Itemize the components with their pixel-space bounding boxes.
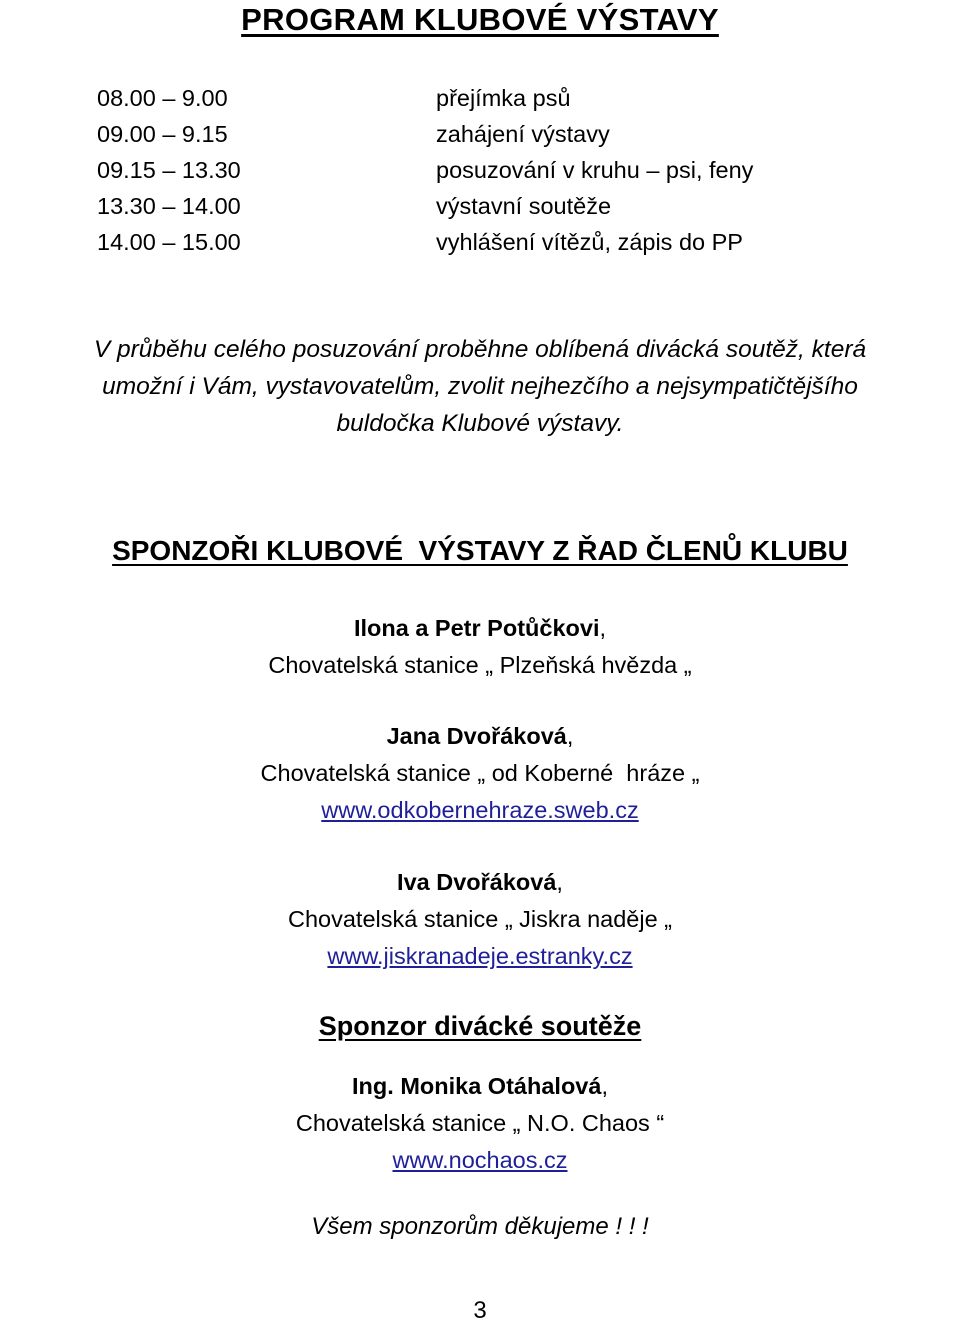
sponsor-name: Ing. Monika Otáhalová [352, 1073, 602, 1099]
sponsor-name-line [0, 864, 960, 901]
schedule-time: 08.00 – 9.00 [97, 85, 228, 111]
schedule-activity: vyhlášení vítězů, zápis do PP [436, 229, 743, 255]
schedule-activity: výstavní soutěže [436, 193, 612, 219]
sponsor-name-line [0, 1068, 960, 1105]
sponsor-station: Chovatelská stanice „ Jiskra naděje „ [287, 906, 672, 932]
intro-paragraph [0, 331, 960, 442]
schedule-time: 09.15 – 13.30 [97, 157, 241, 183]
sponsor-name-line [0, 718, 960, 755]
schedule-activity: přejímka psů [436, 85, 571, 111]
schedule-time: 13.30 – 14.00 [97, 193, 241, 219]
page-title: PROGRAM KLUBOVÉ VÝSTAVY [241, 2, 719, 37]
thanks-note: Všem sponzorům děkujeme ! ! ! [311, 1213, 649, 1240]
sponsor-station: Chovatelská stanice „ od Koberné hráze „ [260, 760, 700, 786]
sponsor-name-suffix: , [556, 869, 563, 895]
schedule-activity: posuzování v kruhu – psi, feny [436, 157, 754, 183]
sponsor-block [0, 864, 960, 975]
sponsor-website-link[interactable]: www.jiskranadeje.estranky.cz [327, 943, 633, 969]
sponsor-name: Ilona a Petr Potůčkovi [353, 615, 600, 641]
sponsor-website-link[interactable]: www.odkobernehraze.sweb.cz [321, 797, 639, 823]
spectator-contest-heading: Sponzor divácké soutěže [318, 1011, 642, 1041]
spectator-sponsor-block [0, 1068, 960, 1179]
sponsors-heading: SPONZOŘI KLUBOVÉ VÝSTAVY Z ŘAD ČLENŮ KLUBU [112, 535, 848, 566]
sponsor-name-suffix: , [601, 1073, 608, 1099]
sponsor-name: Iva Dvořáková [397, 869, 557, 895]
sponsor-station: Chovatelská stanice „ Plzeňská hvězda „ [268, 652, 692, 678]
sponsor-block [0, 718, 960, 829]
sponsor-name-suffix: , [566, 723, 574, 749]
intro-line: umožní i Vám, vystavovatelům, zvolit nejhezčího a nejsympatičtějšího [102, 373, 858, 400]
sponsor-station: Chovatelská stanice „ N.O. Chaos “ [295, 1110, 665, 1136]
page-number: 3 [473, 1297, 487, 1324]
schedule-time: 09.00 – 9.15 [97, 121, 228, 147]
sponsor-name-line [0, 610, 960, 647]
schedule-activity: zahájení výstavy [436, 121, 610, 147]
sponsor-name: Jana Dvořáková [386, 723, 567, 749]
sponsor-name-suffix: , [599, 615, 607, 641]
schedule-time: 14.00 – 15.00 [97, 229, 241, 255]
intro-line: buldočka Klubové výstavy. [336, 410, 624, 437]
sponsor-block [0, 610, 960, 684]
sponsor-website-link[interactable]: www.nochaos.cz [392, 1147, 568, 1173]
intro-line: V průběhu celého posuzování proběhne oblíbená divácká soutěž, která [93, 336, 867, 363]
